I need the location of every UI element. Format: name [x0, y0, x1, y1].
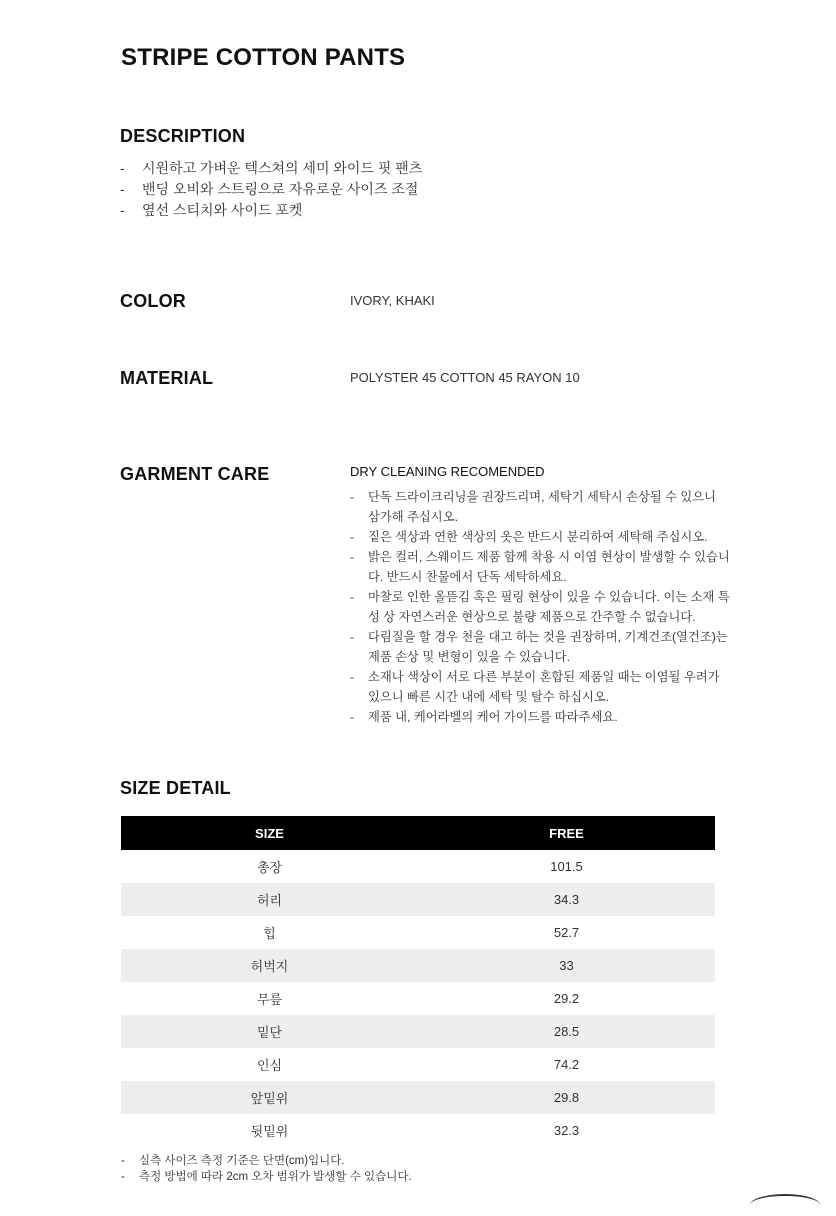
dash: -	[120, 160, 125, 176]
list-item	[120, 158, 422, 179]
size-note: 측정 방법에 따라 2cm 오차 범위가 발생할 수 있습니다.	[139, 1171, 412, 1183]
measure-label: 인심	[256, 1058, 283, 1073]
care-item: 소재나 색상이 서로 다른 부분이 혼합된 제품일 때는 이염될 우려가 있으니 빠른 시간 내에 세탁 및 탈수 하십시오.	[368, 670, 720, 704]
dash: -	[350, 550, 355, 564]
care-item: 마찰로 인한 올뜯김 혹은 필링 현상이 있을 수 있습니다. 이는 소재 특성 상 자연스러운 현상으로 불량 제품으로 간주할 수 없습니다.	[368, 590, 730, 624]
table-header-row	[121, 816, 715, 850]
size-notes	[121, 1153, 412, 1185]
measure-label: 밑단	[121, 1015, 418, 1048]
dash: -	[350, 590, 355, 604]
list-item	[350, 547, 730, 587]
care-heading: GARMENT CARE	[120, 464, 270, 484]
measure-value: 34.3	[418, 883, 715, 916]
table-row	[121, 949, 715, 982]
measure-label: 허벅지	[121, 949, 418, 982]
list-item	[350, 587, 730, 627]
care-item: 다림질을 할 경우 천을 대고 하는 것을 권장하며, 기계건조(열건조)는 제품 손상 및 변형이 있을 수 있습니다.	[368, 630, 728, 664]
page-title: STRIPE COTTON PANTS	[121, 44, 406, 71]
color-heading: COLOR	[120, 291, 186, 311]
list-item	[350, 627, 730, 667]
measure-label: 힙	[263, 926, 276, 941]
measure-value: 52.7	[553, 925, 580, 940]
column-header-size: SIZE	[121, 816, 418, 850]
table-row	[121, 1081, 715, 1114]
list-item	[121, 1153, 412, 1169]
size-table	[121, 816, 715, 1147]
dash: -	[121, 1171, 125, 1183]
measure-value: 32.3	[553, 1123, 580, 1138]
column-header-free: FREE	[418, 816, 715, 850]
description-item: 옆선 스티치와 사이드 포켓	[142, 202, 303, 218]
size-note: 실측 사이즈 측정 기준은 단면(cm)입니다.	[139, 1155, 345, 1167]
dash: -	[350, 490, 355, 504]
measure-value: 29.2	[553, 991, 580, 1006]
dash: -	[350, 710, 355, 724]
dash: -	[121, 1155, 125, 1167]
list-item	[120, 200, 422, 221]
table-row	[121, 1015, 715, 1048]
list-item	[120, 179, 422, 200]
description-list	[120, 158, 422, 221]
measure-value: 29.8	[418, 1081, 715, 1114]
measure-label: 무릎	[256, 992, 283, 1007]
description-heading: DESCRIPTION	[120, 126, 246, 146]
list-item	[350, 667, 730, 707]
care-item: 짙은 색상과 연한 색상의 옷은 반드시 분리하여 세탁해 주십시오.	[368, 530, 708, 544]
measure-value: 101.5	[550, 859, 583, 874]
dash: -	[120, 202, 125, 218]
table-row	[121, 883, 715, 916]
care-item: 밝은 컬러, 스웨이드 제품 함께 착용 시 이염 현상이 발생할 수 있습니다. 반드시 찬물에서 단독 세탁하세요.	[368, 550, 730, 584]
dash: -	[350, 530, 355, 544]
measure-label: 앞밑위	[121, 1081, 418, 1114]
description-item: 밴딩 오비와 스트링으로 자유로운 사이즈 조절	[142, 181, 419, 197]
measure-label: 뒷밑위	[250, 1124, 289, 1139]
care-item: 제품 내, 케어라벨의 케어 가이드를 따라주세요.	[368, 710, 618, 724]
table-row	[121, 982, 715, 1015]
table-row	[121, 1114, 715, 1147]
dash: -	[120, 181, 125, 197]
measure-label: 허리	[121, 883, 418, 916]
table-row	[121, 916, 715, 949]
color-value: IVORY, KHAKI	[350, 293, 435, 308]
table-row	[121, 1048, 715, 1081]
care-item: 단독 드라이크리닝을 권장드리며, 세탁기 세탁시 손상될 수 있으니 삼가해 주십시오.	[368, 490, 717, 524]
list-item	[350, 707, 730, 727]
dash: -	[350, 630, 355, 644]
care-subheading: DRY CLEANING RECOMENDED	[350, 464, 545, 479]
measure-value: 74.2	[553, 1057, 580, 1072]
corner-decoration	[750, 1194, 820, 1216]
list-item	[350, 487, 730, 527]
list-item	[121, 1169, 412, 1185]
material-heading: MATERIAL	[120, 368, 214, 388]
size-heading: SIZE DETAIL	[120, 778, 231, 798]
dash: -	[350, 670, 355, 684]
measure-label: 총장	[256, 860, 283, 875]
list-item	[350, 527, 730, 547]
measure-value: 28.5	[418, 1015, 715, 1048]
description-item: 시원하고 가벼운 텍스쳐의 세미 와이드 핏 팬츠	[142, 160, 423, 176]
material-value: POLYSTER 45 COTTON 45 RAYON 10	[350, 370, 580, 385]
table-row	[121, 850, 715, 883]
measure-value: 33	[418, 949, 715, 982]
care-list	[350, 487, 730, 727]
